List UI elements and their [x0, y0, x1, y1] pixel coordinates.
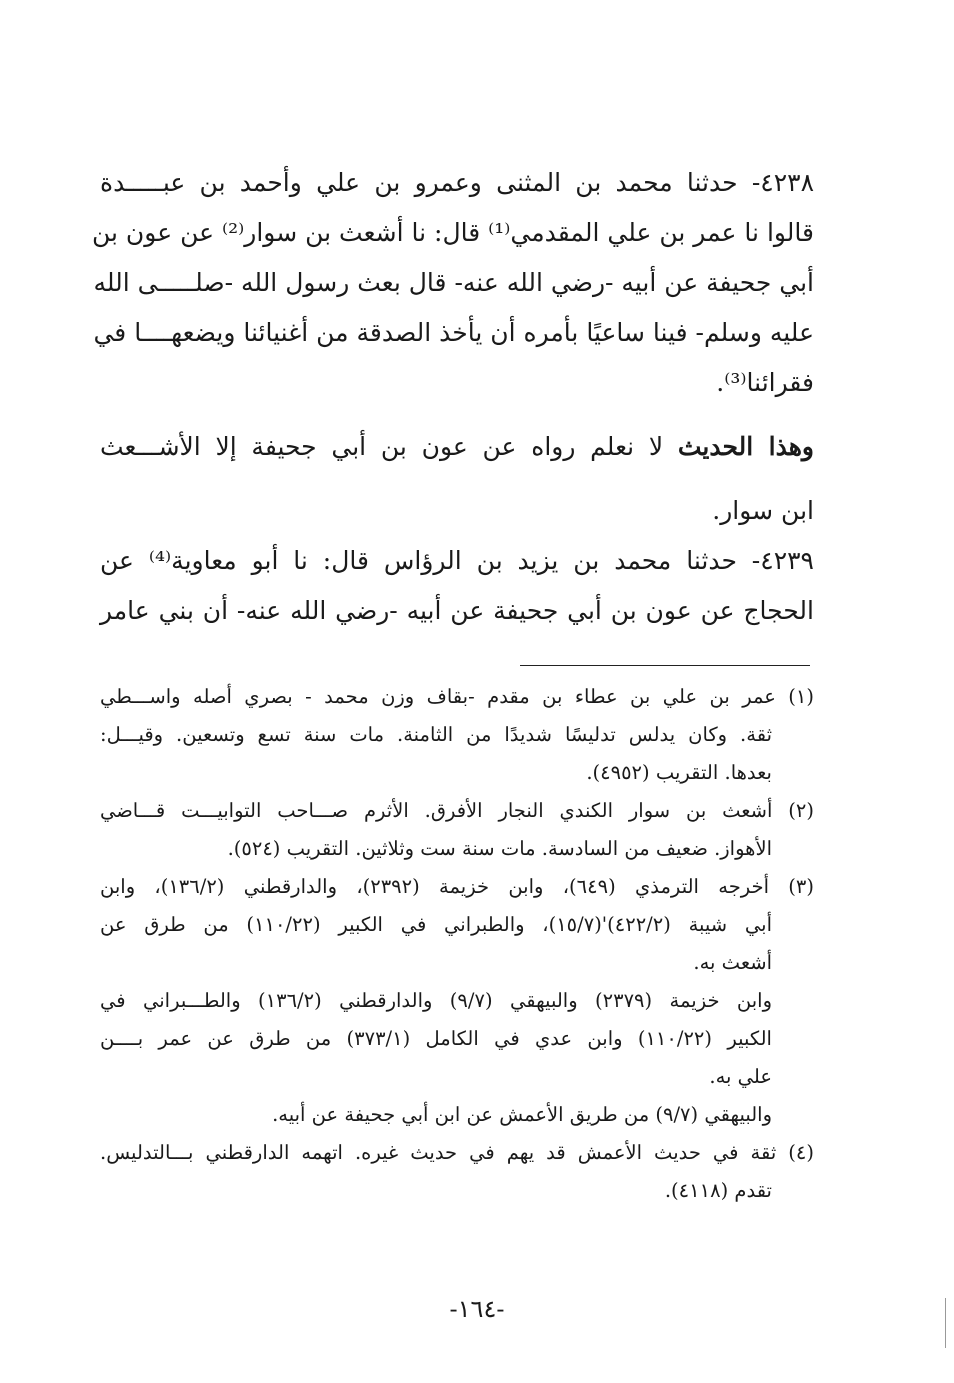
author-comment-rest: لا نعلم رواه عن عون بن أبي جحيفة إلا الأشـــعث [100, 432, 678, 461]
footnote-1-line-1: (١) عمر بن علي بن عطاء بن مقدم -بقاف وزن محمد - بصري أصله واســـطي [100, 685, 814, 708]
hadith-4238-line-3: أبي جحيفة عن أبيه -رضي الله عنه- قال بعث رسول الله -صلـــــى الله [93, 268, 814, 297]
footnote-3-line-5: الكبير (١١٠/٢٢) وابن عدي في الكامل (٣٧٣/١) من طرق عن عمر بــــن [100, 1027, 772, 1050]
footnote-divider [520, 665, 810, 666]
footnote-1-line-3: بعدها. التقريب (٤٩٥٢). [586, 761, 772, 784]
hadith-4239-line-1: ٤٢٣٩- حدثنا محمد بن يزيد بن الرؤاس قال: نا أبو معاوية⁽⁴⁾ عن [100, 546, 814, 575]
footnote-3-line-4: وابن خزيمة (٢٣٧٩) والبيهقي (٩/٧) والدارقطني (١٣٦/٢) والطـــبراني في [100, 989, 773, 1012]
hadith-4238-line-1: ٤٢٣٨- حدثنا محمد بن المثنى وعمرو بن علي وأحمد بن عبـــــدة [100, 168, 814, 197]
hadith-4238-line-5: فقرائنا⁽³⁾. [716, 368, 814, 397]
footnote-3-line-7: والبيهقي (٩/٧) من طريق الأعمش عن ابن أبي جحيفة عن أبيه. [272, 1103, 772, 1126]
hadith-4238-line-4: عليه وسلم- فينا ساعيًا بأمره أن يأخذ الصدقة من أغنيائنا ويضعهــــا في [93, 318, 814, 347]
footnotes [100, 678, 814, 1210]
footnote-4-line-1: (٤) ثقة في حديث الأعمش قد يهم في حديث غيره. اتهمه الدارقطني بـــالتدليس. [100, 1141, 814, 1164]
hadith-4238-line-2: قالوا نا عمر بن علي المقدمي⁽¹⁾ قال: نا أشعث بن سوار⁽²⁾ عن عون بن [92, 218, 814, 247]
footnote-2-line-1: (٢) أشعث بن سوار الكندي النجار الأفرق. الأثرم صـــاحب التوابيـــت قـــاضي [100, 799, 814, 822]
footnote-3-line-2: أبي شيبة (٤٢٢/٢)'(١٥/٧)، والطبراني في الكبير (١١٠/٢٢) من طرق عن [100, 913, 772, 936]
author-comment-line-1 [100, 422, 814, 472]
hadith-4239-line-2: الحجاج عن عون بن أبي جحيفة عن أبيه -رضي الله عنه- أن بني عامر [100, 596, 814, 625]
footnote-3-line-3: أشعث به. [693, 951, 772, 974]
footnote-1-line-2: ثقة. وكان يدلس تدليسًا شديدًا من الثامنة. مات سنة تسع وتسعين. وقيـــل: [100, 723, 772, 746]
footnote-3-line-6: علي به. [709, 1065, 772, 1088]
scan-edge-mark [945, 1298, 946, 1348]
author-comment-lead: وهذا الحديث [677, 432, 815, 461]
footnote-2-line-2: الأهواز. ضعيف من السادسة. مات سنة ست وثلاثين. التقريب (٥٢٤). [227, 837, 772, 860]
footnote-3-line-1: (٣) أخرجه الترمذي (٦٤٩)، وابن خزيمة (٢٣٩٢)، والدارقطني (١٣٦/٢)، وابن [100, 875, 814, 898]
page-number: -١٦٤- [449, 1295, 505, 1323]
author-comment-line-2: ابن سوار. [712, 496, 814, 525]
footnote-4-line-2: تقدم (٤١١٨). [664, 1179, 772, 1202]
main-text [92, 158, 815, 636]
